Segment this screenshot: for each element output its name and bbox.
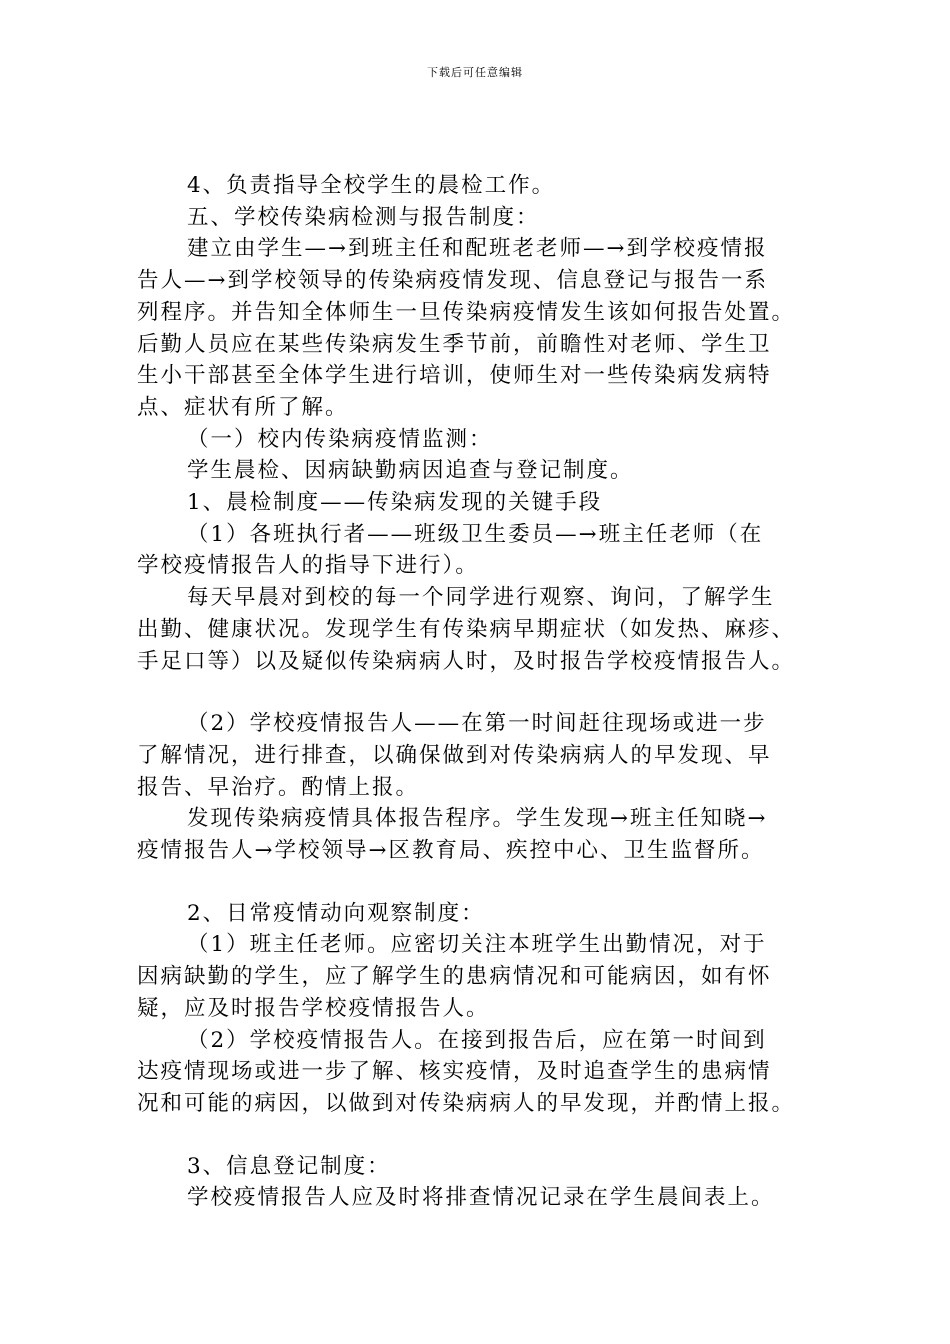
- text-line: （2）学校疫情报告人。在接到报告后，应在第一时间到: [187, 1027, 767, 1053]
- text-line: 报告、早治疗。酌情上报。: [137, 774, 420, 800]
- text-line: 2、日常疫情动向观察制度：: [187, 900, 485, 926]
- text-line: 手足口等）以及疑似传染病病人时，及时报告学校疫情报告人。: [137, 648, 796, 674]
- subsection-heading: （一）校内传染病疫情监测：: [187, 426, 493, 452]
- document-body: [137, 170, 842, 1214]
- text-line: 学校疫情报告人的指导下进行）。: [137, 553, 479, 579]
- text-line: 告人—→到学校领导的传染病疫情发现、信息登记与报告一系: [137, 268, 769, 294]
- text-line: 因病缺勤的学生，应了解学生的患病情况和可能病因，如有怀: [137, 964, 772, 990]
- text-line: 点、症状有所了解。: [137, 394, 349, 420]
- text-line: 后勤人员应在某些传染病发生季节前，前瞻性对老师、学生卫: [137, 331, 772, 357]
- text-line: （1）各班执行者——班级卫生委员—→班主任老师（在: [187, 521, 764, 547]
- text-line: 每天早晨对到校的每一个同学进行观察、询问，了解学生: [187, 585, 775, 611]
- text-line: 列程序。并告知全体师生一旦传染病疫情发生该如何报告处置。: [137, 299, 796, 325]
- text-line: 4、负责指导全校学生的晨检工作。: [187, 173, 556, 198]
- text-line: 出勤、健康状况。发现学生有传染病早期症状（如发热、麻疹、: [137, 616, 796, 642]
- text-line: （2）学校疫情报告人——在第一时间赶往现场或进一步: [187, 711, 767, 737]
- text-line: 学生晨检、因病缺勤病因追查与登记制度。: [187, 458, 634, 484]
- text-line: 学校疫情报告人应及时将排查情况记录在学生晨间表上。: [187, 1185, 775, 1211]
- text-line: 疑，应及时报告学校疫情报告人。: [137, 995, 490, 1021]
- text-line: 达疫情现场或进一步了解、核实疫情，及时追查学生的患病情: [137, 1059, 772, 1085]
- text-line: 1、晨检制度——传染病发现的关键手段: [187, 490, 603, 516]
- section-heading: 五、学校传染病检测与报告制度：: [187, 204, 540, 230]
- text-line: 了解情况，进行排查，以确保做到对传染病病人的早发现、早: [137, 742, 772, 768]
- text-line: （1）班主任老师。应密切关注本班学生出勤情况，对于: [187, 932, 767, 958]
- page-header: 下载后可任意编辑: [427, 66, 523, 79]
- text-line: 疫情报告人→学校领导→区教育局、疾控中心、卫生监督所。: [137, 838, 765, 864]
- text-line: 生小干部甚至全体学生进行培训，使师生对一些传染病发病特: [137, 363, 772, 389]
- text-line: 3、信息登记制度：: [187, 1153, 391, 1179]
- text-line: 建立由学生—→到班主任和配班老老师—→到学校疫情报: [187, 236, 768, 262]
- text-line: 况和可能的病因，以做到对传染病病人的早发现，并酌情上报。: [137, 1090, 796, 1116]
- text-line: 发现传染病疫情具体报告程序。学生发现→班主任知晓→: [187, 806, 768, 832]
